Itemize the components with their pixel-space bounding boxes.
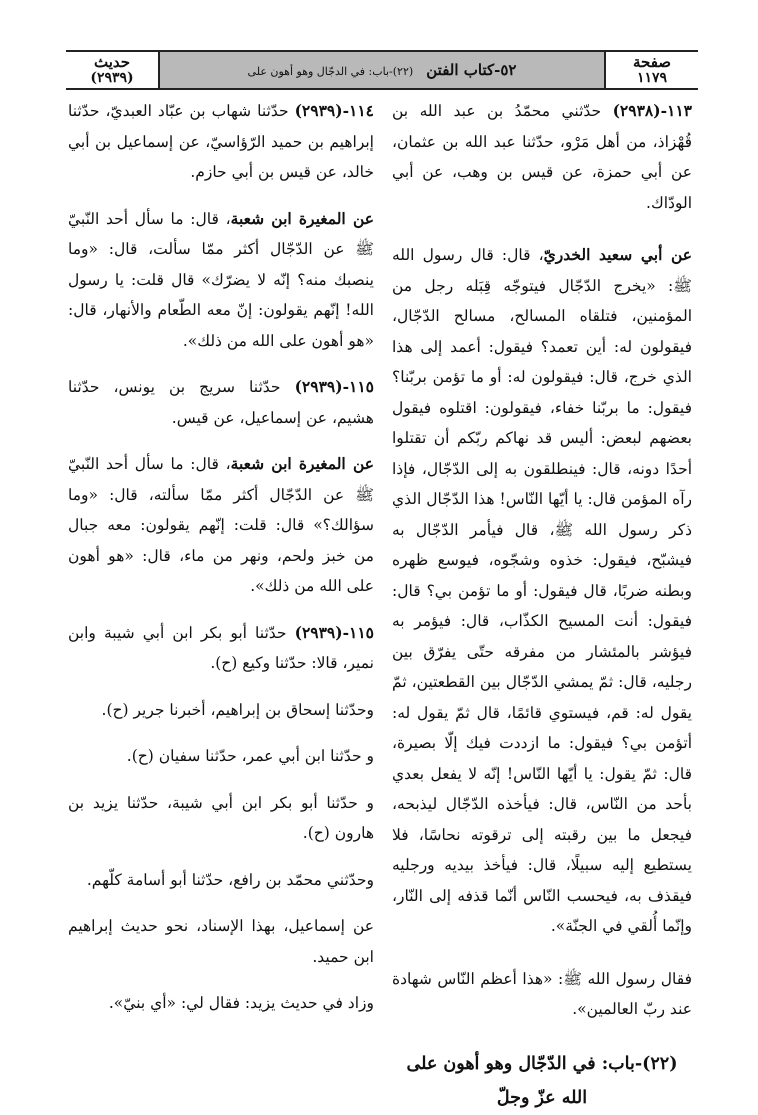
spacer	[68, 772, 374, 788]
hadith-2938-matn	[392, 240, 692, 942]
isnad-chain: وحدّثني محمّد بن رافع، حدّثنا أبو أسامة كلّهم.	[86, 870, 374, 889]
isnad-text: حدّثنا سريج بن يونس، حدّثنا هشيم، عن إسماعيل، عن قيس.	[68, 378, 374, 427]
spacer	[392, 942, 692, 964]
hadith-number: ١١٣-(٢٩٣٨)	[612, 101, 692, 120]
hadith-115b-isnad	[68, 618, 374, 679]
hadith-range: (٢٩٣٩)	[90, 70, 134, 86]
spacer	[392, 1025, 692, 1047]
isnad-text: حدّثنا أبو بكر ابن أبي شيبة وابن نمير، قالا: حدّثنا وكيع (ح).	[68, 623, 374, 672]
hadith-114-isnad	[68, 96, 374, 188]
book-title: ٥٢-كتاب الفتن	[426, 61, 517, 79]
isnad-chain: و حدّثنا أبو بكر ابن أبي شيبة، حدّثنا يزيد بن هارون (ح).	[68, 793, 374, 842]
page-number-box	[606, 52, 698, 88]
hadith-number: ١١٤-(٢٩٣٩)	[294, 101, 374, 120]
running-title	[158, 52, 606, 88]
spacer	[68, 895, 374, 911]
isnad-text: حدّثني محمّدُ بن عبد الله بن قُهْزاذ، من أهل مَرْو، حدّثنا عبد الله بن عثمان، عن أبي حمزة، عن قيس بن وهب، عن أبي الودّاك.	[392, 102, 692, 212]
matn-text: ، قال: قال رسول الله ﷺ: «يخرج الدّجّال فيتوجّه قِبَله رجل من المؤمنين، فتلقاه المسالح، مسالح الدّجّال، فيقولون له: أين تعمد؟ فيقول: أعمد إلى هذا الذي خرج، قال: فيقولون له: أو ما تؤمن بربّنا؟ فيقول: ما بربّنا خفاء، فيقولون: اقتلوه فيقول بعضهم لبعض: أليس قد نهاكم ربّكم أن تقتلوا أحدًا دونه، قال: فينطلقون به إلى الدّجّال، فإذا رآه المؤمن قال: يا أيّها النّاس! هذا الدّجّال الذي ذكر رسول الله ﷺ، قال فيأمر الدّجّال به فيشبّح، فيقول: خذوه وشجّوه، فيوسع ظهره وبطنه ضربًا، قال فيقول: أو ما تؤمن بي؟ قال: فيقول: أنت المسيح الكذّاب، قال: فيؤمر به فيؤشر بالمئشار من مفرقه حتّى يفرّق بين رجليه، قال: ثمّ يمشي الدّجّال بين القطعتين، ثمّ يقول له: قم، فيستوي قائمًا، قال ثمّ يقول له: أتؤمن بي؟ فيقول: ما ازددت فيك إلّا بصيرة، قال: ثمّ يقول: يا أيّها النّاس! إنّه لا يفعل بعدي بأحد من النّاس، قال: فيأخذه الدّجّال ليذبحه، فيجعل ما بين رقبته إلى ترقوته نحاسًا، فلا يستطيع إليه سبيلًا، قال: فيأخذ بيديه ورجليه فيقذف به، فيحسب النّاس أنّما قذفه إلى النّار، وإنّما أُلقي في الجنّة».	[392, 246, 692, 935]
isnad-chain: وحدّثنا إسحاق بن إبراهيم، أخبرنا جرير (ح).	[101, 700, 374, 719]
chapter-running-title: (٢٢)-باب: في الدجّال وهو أهون على	[247, 65, 414, 78]
spacer	[68, 602, 374, 618]
chapter-heading: (٢٢)-باب: في الدّجّال وهو أهون على الله عزّ وجلّ	[406, 1053, 678, 1108]
page-label: صفحة	[632, 53, 672, 71]
hadith-115a-isnad	[68, 372, 374, 433]
matn-text: ، قال: ما سأل أحد النّبيّ ﷺ عن الدّجّال أكثر ممّا سألت، قال: «وما ينصبك منه؟ إنّه لا يضرّك» قال قلت: يا رسول الله! إنّهم يقولون: إنّ معه الطّعام والأنهار، قال: «هو أهون على الله من ذلك».	[68, 209, 374, 350]
hadith-label: حديث	[93, 53, 131, 71]
page-number: ١١٧٩	[636, 70, 668, 86]
isnad-chain: عن إسماعيل، بهذا الإسناد، نحو حديث إبراهيم ابن حميد.	[68, 917, 374, 966]
spacer	[392, 218, 692, 240]
right-column	[392, 96, 692, 1115]
isnad-chain: وزاد في حديث يزيد: فقال لي: «أي بنيّ».	[108, 994, 374, 1012]
spacer	[68, 725, 374, 741]
narrator-name: عن المغيرة ابن شعبة	[230, 208, 374, 228]
isnad-text: حدّثنا شهاب بن عبّاد العبديّ، حدّثنا إبراهيم بن حميد الرّؤاسيّ، عن إسماعيل بن أبي خالد، عن قيس بن أبي حازم.	[68, 102, 374, 181]
hadith-2938-tail: فقال رسول الله ﷺ: «هذا أعظم النّاس شهادة عند ربّ العالمين».	[392, 969, 692, 1018]
page-header	[66, 50, 698, 90]
spacer	[68, 356, 374, 372]
hadith-number: ١١٥-(٢٩٣٩)	[294, 377, 374, 396]
spacer	[68, 433, 374, 449]
hadith-number-box	[66, 52, 158, 88]
hadith-2938-isnad	[392, 96, 692, 218]
isnad-chain: و حدّثنا ابن أبي عمر، حدّثنا سفيان (ح).	[126, 747, 374, 765]
hadith-number: ١١٥-(٢٩٣٩)	[294, 622, 375, 642]
spacer	[68, 849, 374, 865]
spacer	[68, 679, 374, 695]
matn-text: ، قال: ما سأل أحد النّبيّ ﷺ عن الدّجّال أكثر ممّا سألته، قال: «وما سؤالك؟» قال: قلت: إنّهم يقولون: معه جبال من خبز ولحم، ونهر من ماء، قال: «هو أهون على الله من ذلك».	[68, 455, 374, 595]
spacer	[68, 188, 374, 204]
narrator-name: عن المغيرة ابن شعبة	[230, 454, 374, 473]
left-column	[68, 96, 374, 1019]
hadith-115a-matn	[68, 449, 374, 602]
narrator-name: عن أبي سعيد الخدريّ	[543, 245, 693, 264]
hadith-114-matn	[68, 204, 374, 357]
spacer	[68, 972, 374, 988]
